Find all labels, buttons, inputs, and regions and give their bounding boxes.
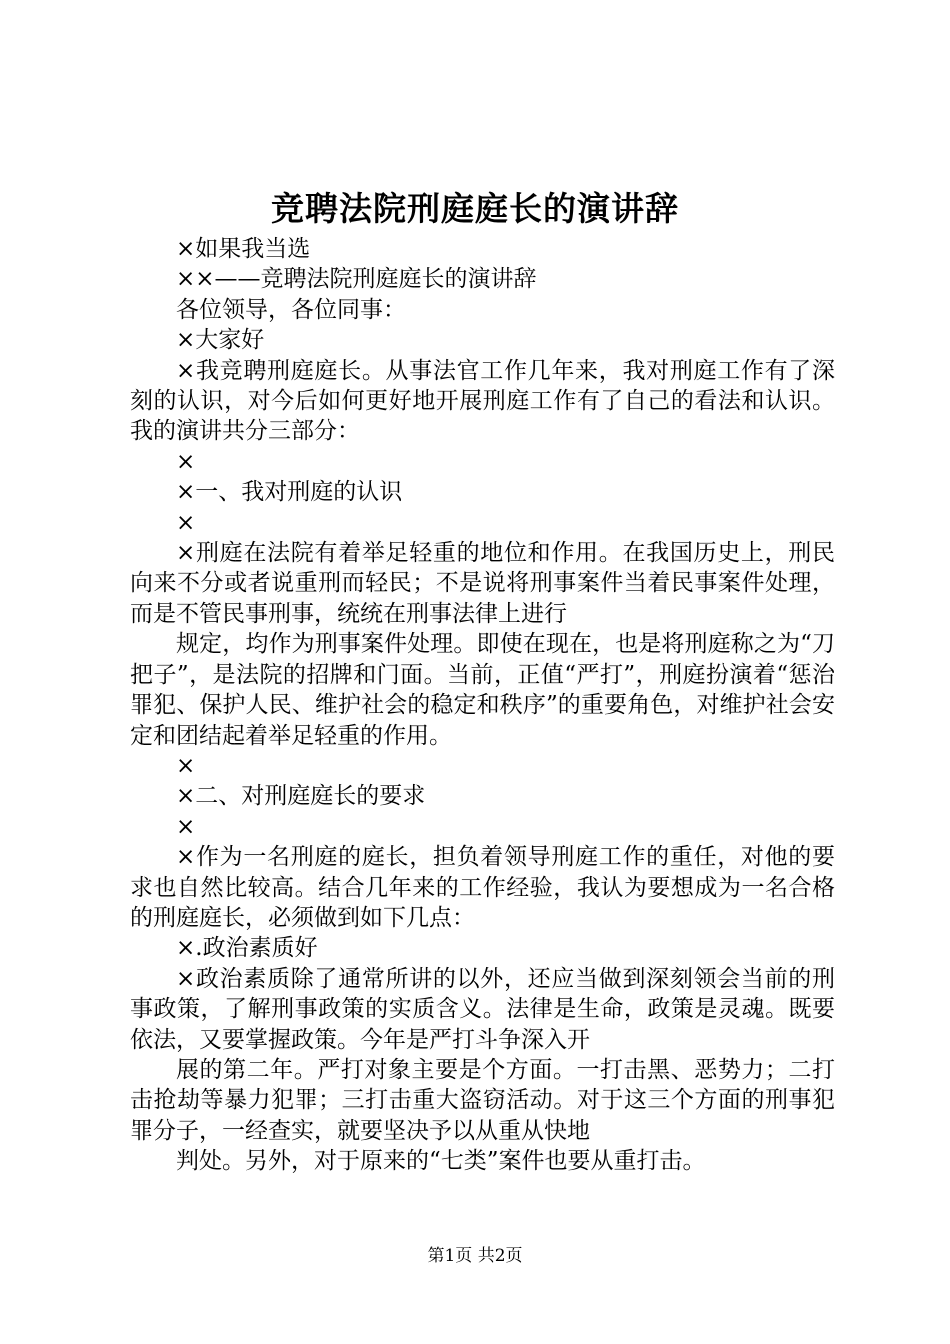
paragraph-9: ×刑庭在法院有着举足轻重的地位和作用。在我国历史上，刑民向来不分或者说重刑而轻民；不是说将刑事案件当着民事案件处理，而是不管民事刑事，统统在刑事法律上进行 xyxy=(130,540,835,627)
paragraph-7: ×一、我对刑庭的认识 xyxy=(176,479,403,506)
paragraph-10: 规定，均作为刑事案件处理。即使在现在，也是将刑庭称之为“刀把子”，是法院的招牌和门面。当前，正值“严打”，刑庭扮演着“惩治罪犯、保护人民、维护社会的稳定和秩序”的重要角色，对维护社会安定和团结起着举足轻重的作用。 xyxy=(130,631,835,749)
paragraph-14: ×作为一名刑庭的庭长，担负着领导刑庭工作的重任，对他的要求也自然比较高。结合几年来的工作经验，我认为要想成为一名合格的刑庭庭长，必须做到如下几点： xyxy=(130,844,835,931)
paragraph-11: × xyxy=(176,752,196,779)
document-title: 竞聘法院刑庭庭长的演讲辞 xyxy=(271,189,679,228)
paragraph-12: ×二、对刑庭庭长的要求 xyxy=(176,783,426,810)
paragraph-8: × xyxy=(176,509,196,536)
paragraph-6: × xyxy=(176,448,196,475)
paragraph-16: ×政治素质除了通常所讲的以外，还应当做到深刻领会当前的刑事政策，了解刑事政策的实质含义。法律是生命，政策是灵魂。既要依法，又要掌握政策。今年是严打斗争深入开 xyxy=(130,965,835,1053)
paragraph-18: 判处。另外，对于原来的“七类”案件也要从重打击。 xyxy=(176,1148,706,1175)
page-footer: 第1页 共2页 xyxy=(427,1246,523,1266)
paragraph-2: ××——竞聘法院刑庭庭长的演讲辞 xyxy=(176,266,537,293)
paragraph-15: ×.政治素质好 xyxy=(176,935,318,962)
paragraph-13: × xyxy=(176,813,196,840)
paragraph-3: 各位领导，各位同事： xyxy=(176,296,406,323)
document-body xyxy=(130,234,835,1177)
paragraph-1: ×如果我当选 xyxy=(176,236,311,262)
paragraph-4: ×大家好 xyxy=(176,327,265,354)
paragraph-17: 展的第二年。严打对象主要是个方面。一打击黑、恶势力；二打击抢劫等暴力犯罪；三打击重大盗窃活动。对于这三个方面的刑事犯罪分子，一经查实，就要坚决予以从重从快地 xyxy=(130,1056,835,1144)
paragraph-5: ×我竞聘刑庭庭长。从事法官工作几年来，我对刑庭工作有了深刻的认识，对今后如何更好地开展刑庭工作有了自己的看法和认识。我的演讲共分三部分： xyxy=(130,357,835,445)
